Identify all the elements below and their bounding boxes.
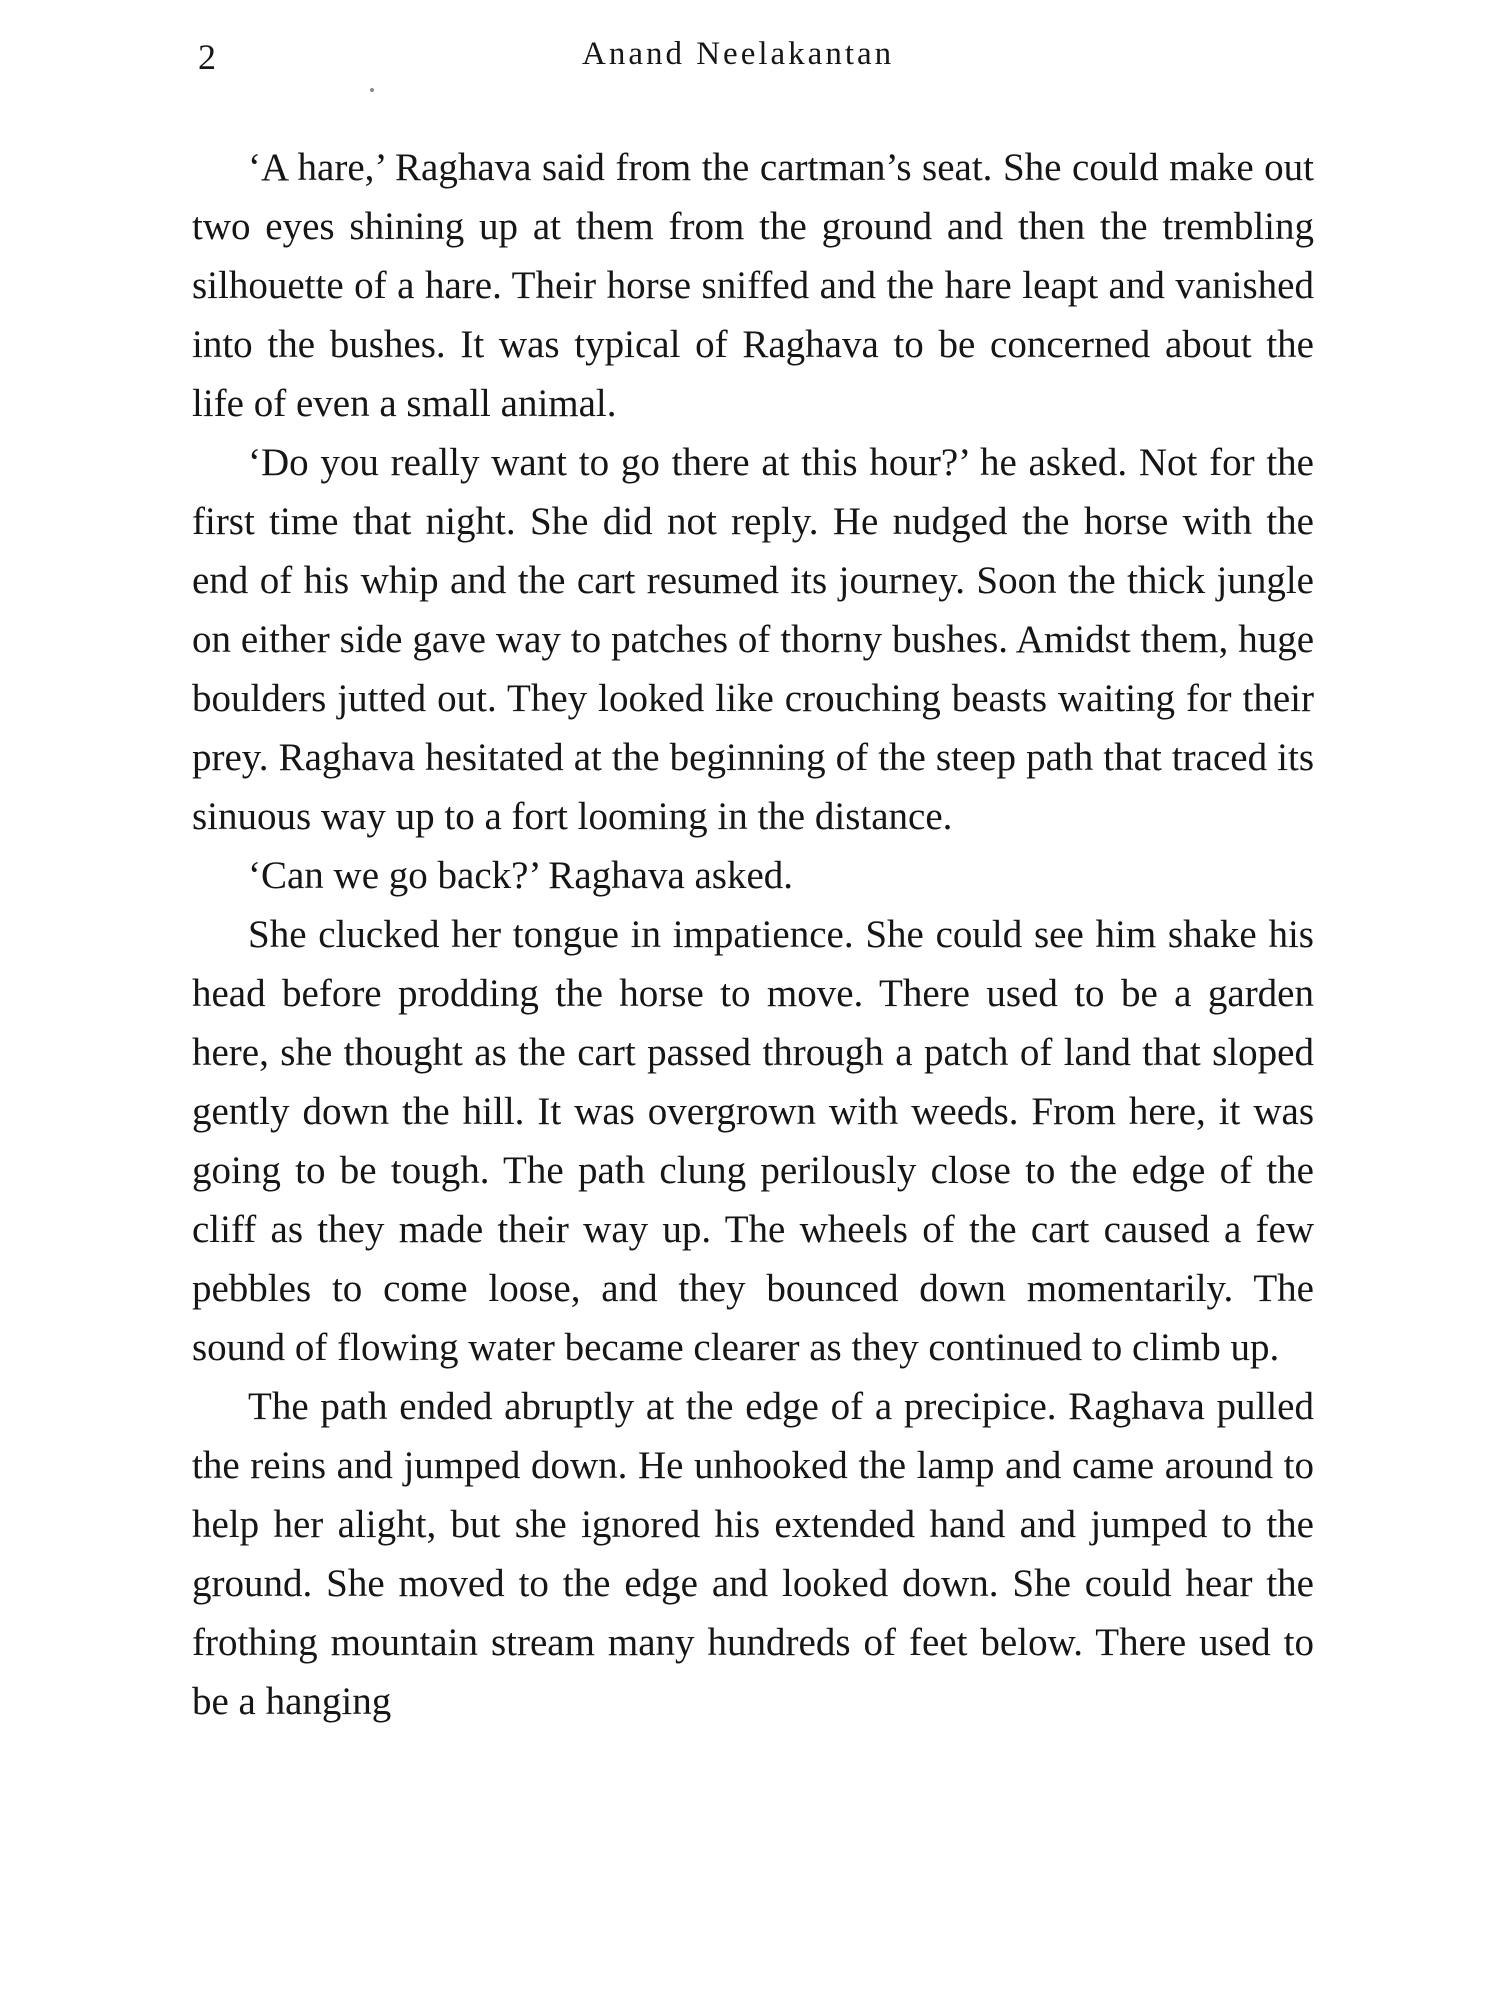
- running-head-author: Anand Neelakantan: [582, 36, 895, 72]
- paragraph-3: ‘Can we go back?’ Raghava asked.: [248, 854, 794, 897]
- running-head: [0, 28, 1500, 88]
- paragraph-1: ‘A hare,’ Raghava said from the cartman’s seat. She could make out two eyes shining up at them from the ground and then the trembling silhouette of a hare. Their horse sniffed and the hare leapt and vanished into the bushes. It was typical of Raghava to be concerned about the life of even a small animal.: [192, 146, 1314, 425]
- body-text: [192, 138, 1314, 1731]
- page-number: 2: [198, 37, 217, 77]
- paragraph-5: The path ended abruptly at the edge of a precipice. Raghava pulled the reins and jumped down. He unhooked the lamp and came around to help her alight, but she ignored his extended hand and jumped to the ground. She moved to the edge and looked down. She could hear the frothing mountain stream many hundreds of feet below. There used to be a hanging: [192, 1385, 1314, 1723]
- paragraph-4: She clucked her tongue in impatience. She could see him shake his head before prodding the horse to move. There used to be a garden here, she thought as the cart passed through a patch of land that sloped gently down the hill. It was overgrown with weeds. From here, it was going to be tough. The path clung perilously close to the edge of the cliff as they made their way up. The wheels of the cart caused a few pebbles to come loose, and they bounced down momentarily. The sound of flowing water became clearer as they continued to climb up.: [192, 913, 1314, 1369]
- paragraph-2: ‘Do you really want to go there at this hour?’ he asked. Not for the first time that night. She did not reply. He nudged the horse with the end of his whip and the cart resumed its journey. Soon the thick jungle on either side gave way to patches of thorny bushes. Amidst them, huge boulders jutted out. They looked like crouching beasts waiting for their prey. Raghava hesitated at the beginning of the steep path that traced its sinuous way up to a fort looming in the distance.: [192, 441, 1314, 838]
- print-speck: [370, 88, 374, 92]
